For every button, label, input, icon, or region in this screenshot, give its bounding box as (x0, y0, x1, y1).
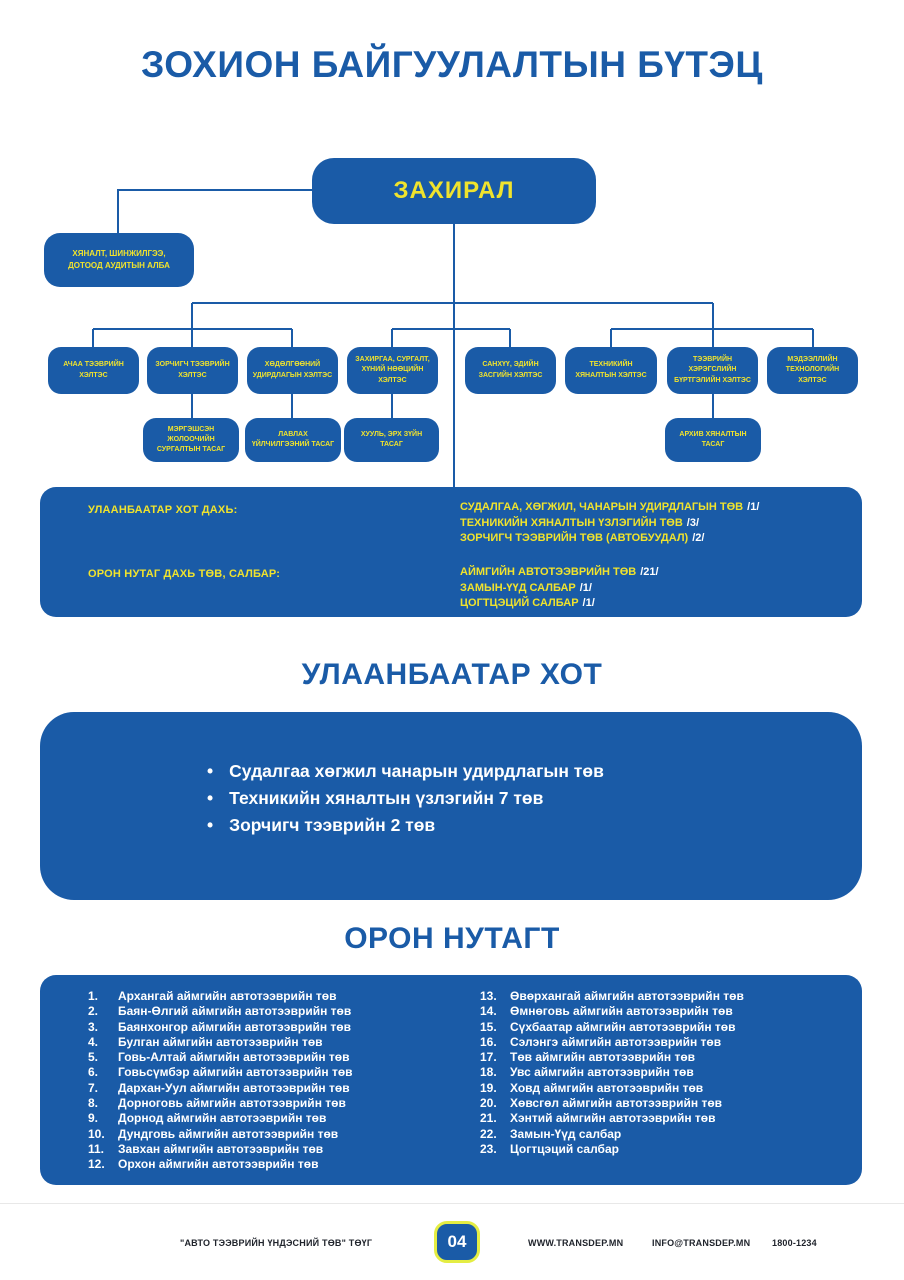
list-item-label: Хөвсгөл аймгийн автотээврийн төв (510, 1096, 723, 1111)
list-item-number: 13. (480, 989, 497, 1003)
list-item-number: 3. (88, 1019, 99, 1034)
list-item-label: Өмнөговь аймгийн автотээврийн төв (510, 1004, 733, 1019)
list-item (88, 1127, 468, 1142)
list-item-number: 19. (480, 1080, 497, 1095)
department-box: ТЭЭВРИЙН ХЭРЭГСЛИЙН БҮРТГЭЛИЙН ХЭЛТЭС (667, 347, 758, 394)
list-item-label: Говьсүмбэр аймгийн автотээврийн төв (118, 1065, 353, 1080)
list-item-label: Баянхонгор аймгийн автотээврийн төв (118, 1019, 351, 1034)
audit-office-box: ХЯНАЛТ, ШИНЖИЛГЭЭ, ДОТООД АУДИТЫН АЛБА (44, 233, 194, 287)
list-item-label: Архангай аймгийн автотээврийн төв (118, 989, 337, 1003)
bullet-item: • Судалгаа хөгжил чанарын удирдлагын төв (207, 758, 604, 785)
summary-text: СУДАЛГАА, ХӨГЖИЛ, ЧАНАРЫН УДИРДЛАГЫН ТӨВ (460, 501, 744, 513)
list-item (480, 1004, 860, 1019)
list-item-number: 15. (480, 1019, 497, 1034)
summary-line (460, 516, 759, 532)
department-box: ЗАХИРГАА, СУРГАЛТ, ХҮНИЙ НӨӨЦИЙН ХЭЛТЭС (347, 347, 438, 394)
list-item-number: 2. (88, 1004, 99, 1019)
department-box: АЧАА ТЭЭВРИЙН ХЭЛТЭС (48, 347, 139, 394)
list-item (480, 1020, 860, 1035)
list-item-number: 11. (88, 1141, 105, 1156)
list-item (88, 1020, 468, 1035)
summary-count: /2/ (692, 532, 705, 544)
list-item (480, 1065, 860, 1080)
list-item-label: Завхан аймгийн автотээврийн төв (118, 1141, 324, 1156)
summary-count: /3/ (686, 516, 700, 529)
list-item (480, 1035, 860, 1050)
department-box: ХӨДӨЛГӨӨНИЙ УДИРДЛАГЫН ХЭЛТЭС (247, 347, 338, 394)
unit-box: АРХИВ ХЯНАЛТЫН ТАСАГ (665, 418, 761, 462)
footer-divider (0, 1203, 904, 1204)
summary-text: ЗОРЧИГЧ ТЭЭВРИЙН ТӨВ (АВТОБУУДАЛ) (460, 532, 689, 544)
list-item-label: Говь-Алтай аймгийн автотээврийн төв (118, 1050, 350, 1065)
department-box: ТЕХНИКИЙН ХЯНАЛТЫН ХЭЛТЭС (565, 347, 657, 394)
summary-line (460, 581, 659, 597)
list-item-label: Сүхбаатар аймгийн автотээврийн төв (510, 1019, 736, 1034)
list-item-label: Өвөрхангай аймгийн автотээврийн төв (510, 989, 744, 1003)
list-item-number: 10. (88, 1126, 105, 1141)
summary-text: ТЕХНИКИЙН ХЯНАЛТЫН ҮЗЛЭГИЙН ТӨВ (460, 516, 683, 529)
unit-box: МЭРГЭШСЭН ЖОЛООЧИЙН СУРГАЛТЫН ТАСАГ (143, 418, 239, 462)
bullet-item: • Техникийн хяналтын үзлэгийн 7 төв (207, 785, 604, 812)
regional-list-left (88, 989, 468, 1173)
summary-count: /1/ (582, 597, 595, 609)
list-item (88, 1004, 468, 1019)
list-item-label: Ховд аймгийн автотээврийн төв (510, 1080, 704, 1095)
ulaanbaatar-bullet-list (207, 758, 604, 839)
list-item-number: 22. (480, 1126, 497, 1141)
list-item (88, 1096, 468, 1111)
list-item-number: 16. (480, 1034, 497, 1049)
footer-org-name: "АВТО ТЭЭВРИЙН ҮНДЭСНИЙ ТӨВ" ТӨҮГ (180, 1238, 373, 1248)
list-item-number: 8. (88, 1096, 99, 1111)
list-item (88, 1111, 468, 1126)
list-item-number: 4. (88, 1034, 99, 1049)
list-item-number: 12. (88, 1157, 105, 1172)
list-item (480, 1096, 860, 1111)
list-item-label: Увс аймгийн автотээврийн төв (510, 1065, 694, 1080)
page-title: ЗОХИОН БАЙГУУЛАЛТЫН БҮТЭЦ (141, 44, 763, 85)
list-item-label: Булган аймгийн автотээврийн төв (118, 1034, 323, 1049)
ulaanbaatar-panel (40, 712, 862, 900)
list-item (480, 989, 860, 1004)
unit-box: ЛАВЛАХ ҮЙЛЧИЛГЭЭНИЙ ТАСАГ (245, 418, 341, 462)
list-item (88, 1157, 468, 1172)
list-item-number: 21. (480, 1111, 497, 1126)
summary-line (460, 596, 659, 612)
director-box: ЗАХИРАЛ (312, 158, 596, 224)
summary-line (460, 500, 759, 516)
list-item (480, 1142, 860, 1157)
summary-label-ulaanbaatar: УЛААНБААТАР ХОТ ДАХЬ: (88, 504, 238, 516)
summary-line (460, 565, 659, 581)
list-item-label: Цогтцэций салбар (510, 1141, 619, 1156)
summary-count: /1/ (579, 581, 592, 594)
footer-website: WWW.TRANSDEP.MN (528, 1238, 624, 1248)
list-item (480, 1111, 860, 1126)
list-item (88, 1065, 468, 1080)
summary-label-regional: ОРОН НУТАГ ДАХЬ ТӨВ, САЛБАР: (88, 568, 281, 580)
list-item-number: 14. (480, 1004, 497, 1019)
list-item (88, 1142, 468, 1157)
list-item-label: Замын-Үүд салбар (510, 1126, 622, 1141)
list-item-label: Дорноговь аймгийн автотээврийн төв (118, 1096, 346, 1111)
bullet-item: • Зорчигч тээврийн 2 төв (207, 812, 604, 839)
regional-list-right (480, 989, 860, 1157)
summary-values-ulaanbaatar (460, 500, 759, 547)
list-item-number: 17. (480, 1050, 497, 1065)
list-item-label: Баян-Өлгий аймгийн автотээврийн төв (118, 1004, 352, 1019)
department-box: МЭДЭЭЛЛИЙН ТЕХНОЛОГИЙН ХЭЛТЭС (767, 347, 858, 394)
list-item (88, 989, 468, 1004)
summary-count: /1/ (747, 501, 760, 513)
list-item-number: 23. (480, 1141, 497, 1156)
list-item-number: 9. (88, 1111, 99, 1126)
summary-text: ЗАМЫН-ҮҮД САЛБАР (460, 581, 576, 594)
ulaanbaatar-heading: УЛААНБААТАР ХОТ (301, 658, 603, 691)
footer-email: INFO@TRANSDEP.MN (652, 1238, 751, 1248)
list-item (480, 1127, 860, 1142)
list-item-label: Төв аймгийн автотээврийн төв (510, 1050, 696, 1065)
list-item-number: 5. (88, 1050, 99, 1065)
unit-box: ХУУЛЬ, ЭРХ ЗҮЙН ТАСАГ (344, 418, 439, 462)
page-number-badge: 04 (434, 1221, 480, 1263)
list-item-label: Орхон аймгийн автотээврийн төв (118, 1157, 319, 1172)
list-item-number: 7. (88, 1080, 99, 1095)
summary-values-regional (460, 565, 659, 612)
summary-count: /21/ (640, 566, 659, 578)
summary-text: ЦОГТЦЭЦИЙ САЛБАР (460, 597, 579, 609)
list-item-number: 6. (88, 1065, 99, 1080)
regional-panel (40, 975, 862, 1185)
list-item-number: 1. (88, 989, 99, 1003)
list-item-number: 20. (480, 1096, 497, 1111)
department-box: ЗОРЧИГЧ ТЭЭВРИЙН ХЭЛТЭС (147, 347, 238, 394)
list-item-label: Дорнод аймгийн автотээврийн төв (118, 1111, 327, 1126)
list-item-number: 18. (480, 1065, 497, 1080)
regional-heading: ОРОН НУТАГТ (344, 922, 560, 955)
summary-line (460, 531, 759, 547)
summary-text: АЙМГИЙН АВТОТЭЭВРИЙН ТӨВ (460, 566, 637, 578)
list-item (88, 1081, 468, 1096)
footer-phone: 1800-1234 (772, 1238, 817, 1248)
list-item (480, 1081, 860, 1096)
list-item-label: Сэлэнгэ аймгийн автотээврийн төв (510, 1034, 722, 1049)
list-item (480, 1050, 860, 1065)
department-box: САНХҮҮ, ЭДИЙН ЗАСГИЙН ХЭЛТЭС (465, 347, 556, 394)
list-item (88, 1035, 468, 1050)
list-item-label: Хэнтий аймгийн автотээврийн төв (510, 1111, 716, 1126)
list-item (88, 1050, 468, 1065)
list-item-label: Дундговь аймгийн автотээврийн төв (118, 1126, 339, 1141)
list-item-label: Дархан-Уул аймгийн автотээврийн төв (118, 1080, 350, 1095)
summary-panel (40, 487, 862, 617)
